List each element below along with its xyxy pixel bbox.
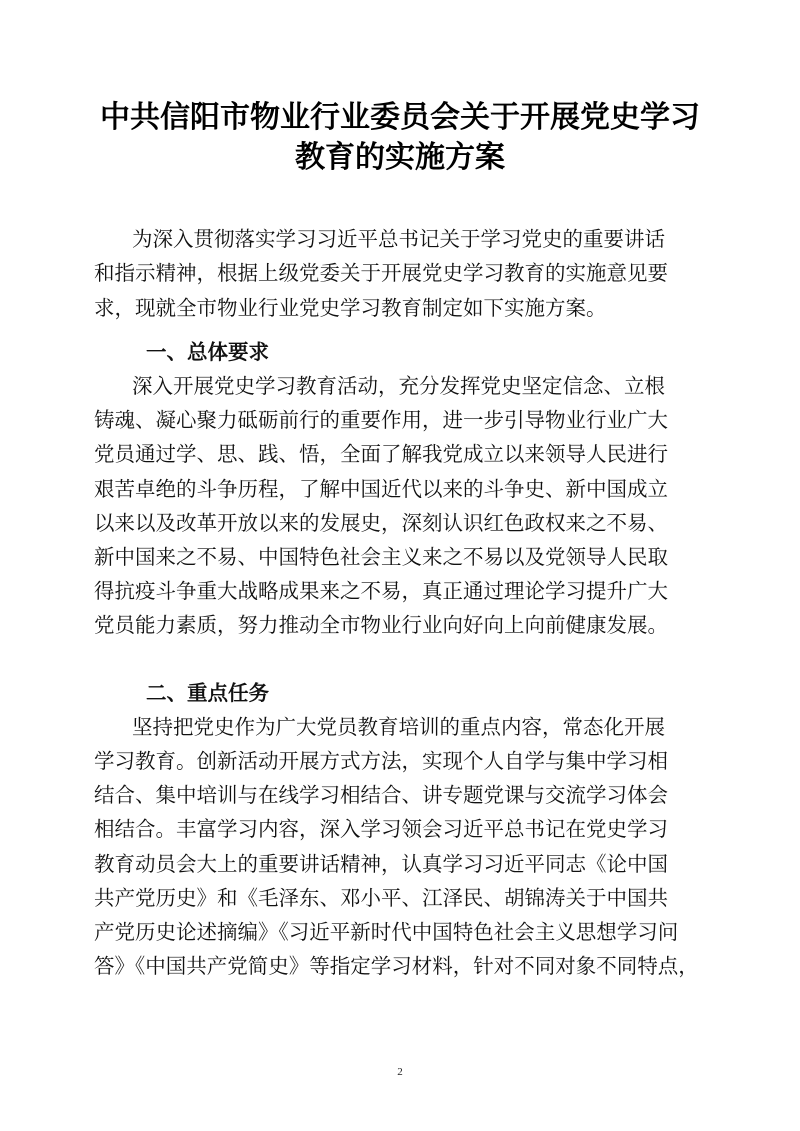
- section-heading-key-tasks: 二、重点任务: [146, 681, 269, 705]
- section1-line: 党员通过学、思、践、悟，全面了解我党成立以来领导人民进行: [94, 442, 668, 466]
- intro-line: 为深入贯彻落实学习习近平总书记关于学习党史的重要讲话: [132, 227, 665, 251]
- section1-line: 深入开展党史学习教育活动，充分发挥党史坚定信念、立根: [132, 374, 665, 398]
- section1-line: 新中国来之不易、中国特色社会主义来之不易以及党领导人民取: [94, 545, 668, 569]
- section2-line: 教育动员会大上的重要讲话精神，认真学习习近平同志《论中国: [94, 852, 668, 876]
- page-number: 2: [397, 1066, 403, 1078]
- section-heading-general-requirements: 一、总体要求: [146, 340, 269, 364]
- section2-line: 坚持把党史作为广大党员教育培训的重点内容，常态化开展: [132, 715, 665, 739]
- section1-line: 铸魂、凝心聚力砥砺前行的重要作用，进一步引导物业行业广大: [94, 408, 668, 432]
- intro-line: 和指示精神，根据上级党委关于开展党史学习教育的实施意见要: [94, 261, 668, 285]
- section2-line: 答》《中国共产党简史》等指定学习材料，针对不同对象不同特点，: [94, 954, 699, 978]
- document-title-line-2: 教育的实施方案: [295, 140, 505, 175]
- section2-line: 结合、集中培训与在线学习相结合、讲专题党课与交流学习体会: [94, 783, 668, 807]
- section2-line: 相结合。丰富学习内容，深入学习领会习近平总书记在党史学习: [94, 817, 668, 841]
- intro-line: 求，现就全市物业行业党史学习教育制定如下实施方案。: [94, 296, 607, 320]
- section1-line: 艰苦卓绝的斗争历程，了解中国近代以来的斗争史、新中国成立: [94, 477, 668, 501]
- document-title-line-1: 中共信阳市物业行业委员会关于开展党史学习: [100, 100, 700, 135]
- section2-line: 产党历史论述摘编》《习近平新时代中国特色社会主义思想学习问: [94, 920, 679, 944]
- section1-line: 得抗疫斗争重大战略成果来之不易，真正通过理论学习提升广大: [94, 579, 668, 603]
- section2-line: 学习教育。创新活动开展方式方法，实现个人自学与集中学习相: [94, 749, 668, 773]
- section2-line: 共产党历史》和《毛泽东、邓小平、江泽民、胡锦涛关于中国共: [94, 886, 668, 910]
- section1-line: 党员能力素质，努力推动全市物业行业向好向上向前健康发展。: [94, 613, 668, 637]
- section1-line: 以来以及改革开放以来的发展史，深刻认识红色政权来之不易、: [94, 511, 668, 535]
